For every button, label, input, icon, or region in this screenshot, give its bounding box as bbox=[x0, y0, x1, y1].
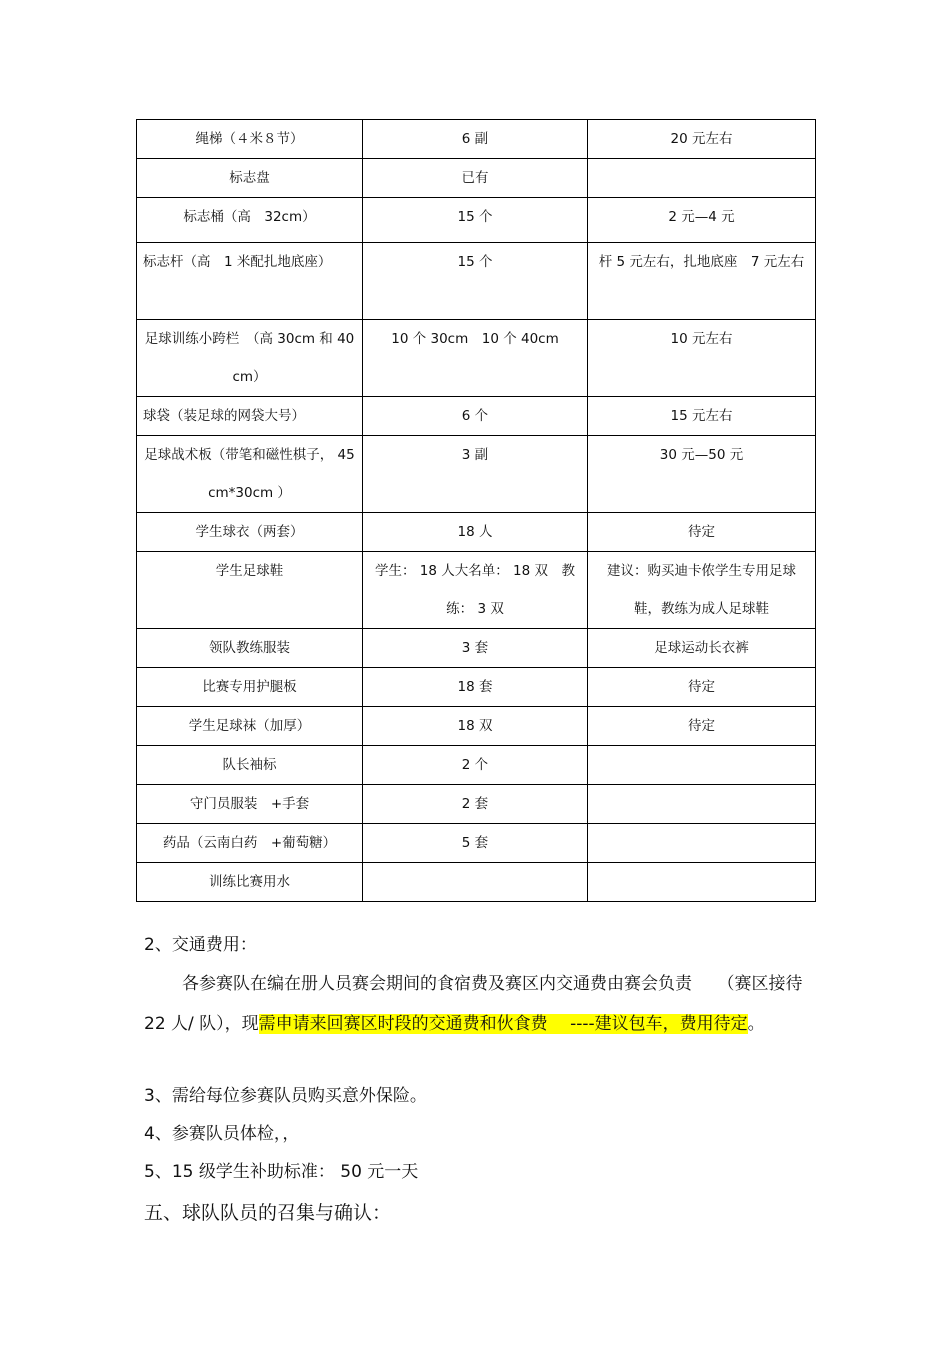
qty-cell: 18 双 bbox=[363, 707, 588, 746]
qty-cell: 3 副 bbox=[363, 436, 588, 513]
table-row bbox=[137, 785, 816, 824]
price-cell: 15 元左右 bbox=[588, 397, 816, 436]
qty-cell: 已有 bbox=[363, 159, 588, 198]
item-cell: 足球战术板（带笔和磁性棋子， 45cm*30cm ） bbox=[137, 436, 363, 513]
table-row bbox=[137, 707, 816, 746]
qty-cell: 15 个 bbox=[363, 243, 588, 320]
qty-cell: 10 个 30cm 10 个 40cm bbox=[363, 320, 588, 397]
table-row bbox=[137, 513, 816, 552]
item-cell: 绳梯（４米８节） bbox=[137, 120, 363, 159]
qty-cell: 3 套 bbox=[363, 629, 588, 668]
item-cell: 学生足球袜（加厚） bbox=[137, 707, 363, 746]
item-cell: 药品（云南白药 +葡萄糖） bbox=[137, 824, 363, 863]
item-cell: 学生球衣（两套） bbox=[137, 513, 363, 552]
qty-cell: 2 套 bbox=[363, 785, 588, 824]
highlighted-text: 需申请来回赛区时段的交通费和伙食费 ----建议包车，费用待定 bbox=[258, 1014, 748, 1034]
price-cell: 20 元左右 bbox=[588, 120, 816, 159]
table-row bbox=[137, 746, 816, 785]
item-cell: 足球训练小跨栏 （高 30cm 和 40cm） bbox=[137, 320, 363, 397]
price-cell: 待定 bbox=[588, 707, 816, 746]
item-cell: 学生足球鞋 bbox=[137, 552, 363, 629]
transport-paragraph bbox=[144, 964, 806, 1044]
price-cell: 待定 bbox=[588, 513, 816, 552]
table-row bbox=[137, 120, 816, 159]
price-cell: 建议：购买迪卡侬学生专用足球鞋，教练为成人足球鞋 bbox=[588, 552, 816, 629]
table-row bbox=[137, 436, 816, 513]
item-cell: 训练比赛用水 bbox=[137, 863, 363, 902]
subsidy-item: 5、15 级学生补助标准： 50 元一天 bbox=[144, 1162, 419, 1182]
item-cell: 领队教练服装 bbox=[137, 629, 363, 668]
item-cell: 球袋（装足球的网袋大号） bbox=[137, 397, 363, 436]
qty-cell: 学生： 18 人大名单： 18 双 教练： 3 双 bbox=[363, 552, 588, 629]
table-row bbox=[137, 198, 816, 243]
qty-cell: 15 个 bbox=[363, 198, 588, 243]
table-row bbox=[137, 320, 816, 397]
table-row bbox=[137, 552, 816, 629]
table-row bbox=[137, 397, 816, 436]
transport-text-end: 。 bbox=[747, 1014, 765, 1034]
price-cell: 杆 5 元左右，扎地底座 7 元左右 bbox=[588, 243, 816, 320]
table-row bbox=[137, 159, 816, 198]
chapter-heading: 五、球队队员的召集与确认： bbox=[144, 1202, 392, 1224]
price-cell: 10 元左右 bbox=[588, 320, 816, 397]
physical-item: 4、参赛队员体检，， bbox=[144, 1124, 300, 1144]
price-cell bbox=[588, 863, 816, 902]
table-row bbox=[137, 243, 816, 320]
transport-heading: 2、交通费用： bbox=[144, 935, 257, 955]
equipment-table bbox=[136, 119, 816, 902]
qty-cell: 5 套 bbox=[363, 824, 588, 863]
item-cell: 标志杆（高 1 米配扎地底座） bbox=[137, 243, 363, 320]
table-row bbox=[137, 824, 816, 863]
item-cell: 标志盘 bbox=[137, 159, 363, 198]
item-cell: 标志桶（高 32cm） bbox=[137, 198, 363, 243]
price-cell: 2 元—4 元 bbox=[588, 198, 816, 243]
qty-cell: 6 副 bbox=[363, 120, 588, 159]
price-cell: 足球运动长衣裤 bbox=[588, 629, 816, 668]
item-cell: 比赛专用护腿板 bbox=[137, 668, 363, 707]
price-cell: 待定 bbox=[588, 668, 816, 707]
qty-cell bbox=[363, 863, 588, 902]
table-row bbox=[137, 629, 816, 668]
item-cell: 守门员服装 +手套 bbox=[137, 785, 363, 824]
table-row bbox=[137, 863, 816, 902]
transport-text: 各参赛队在编在册人员赛会期间的食宿费及赛区内交通费由赛会负责 （赛区接待 22 人/ 队），现 bbox=[144, 974, 803, 1034]
insurance-item: 3、需给每位参赛队员购买意外保险。 bbox=[144, 1086, 427, 1106]
price-cell bbox=[588, 785, 816, 824]
table-row bbox=[137, 668, 816, 707]
price-cell bbox=[588, 824, 816, 863]
qty-cell: 2 个 bbox=[363, 746, 588, 785]
price-cell bbox=[588, 159, 816, 198]
qty-cell: 18 套 bbox=[363, 668, 588, 707]
price-cell bbox=[588, 746, 816, 785]
qty-cell: 6 个 bbox=[363, 397, 588, 436]
price-cell: 30 元—50 元 bbox=[588, 436, 816, 513]
item-cell: 队长袖标 bbox=[137, 746, 363, 785]
qty-cell: 18 人 bbox=[363, 513, 588, 552]
